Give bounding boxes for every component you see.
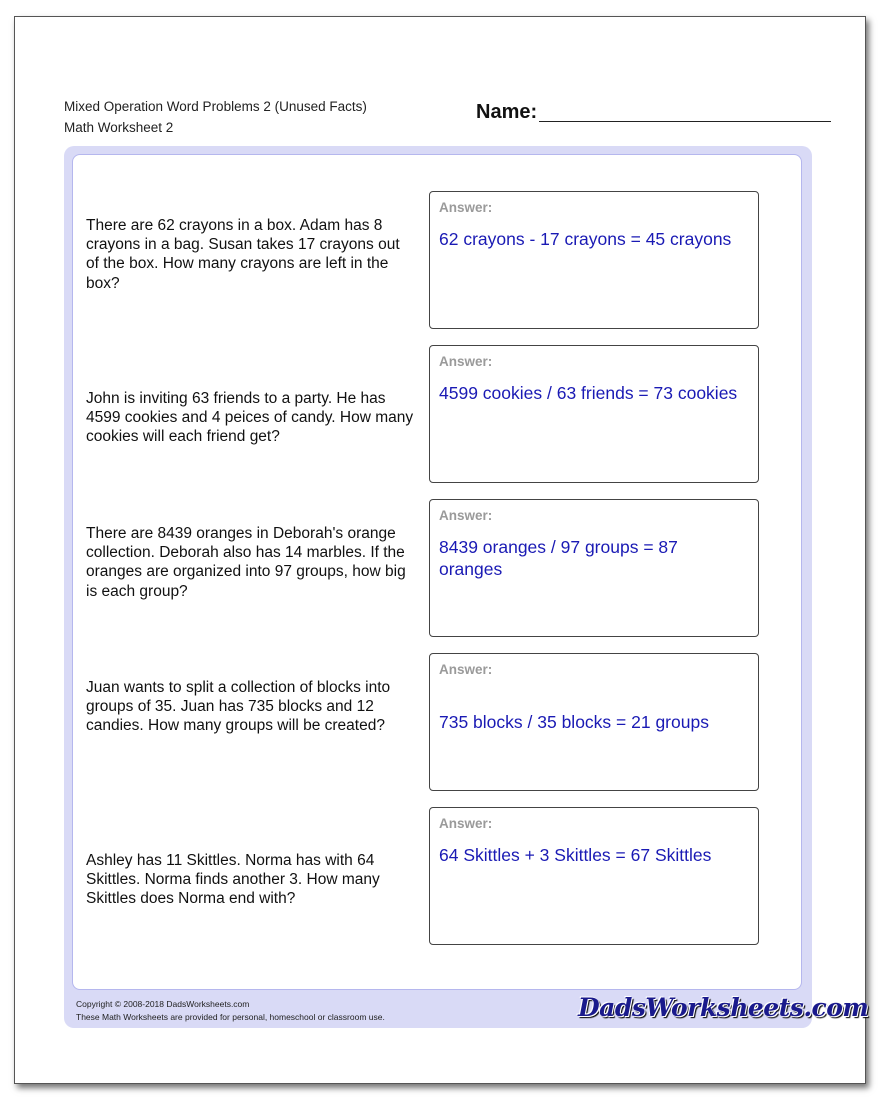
dadsworksheets-logo: DadsWorksheets.com xyxy=(578,993,869,1022)
answer-box-4 xyxy=(429,653,759,791)
usage-text: These Math Worksheets are provided for personal, homeschool or classroom use. xyxy=(76,1012,385,1022)
answer-text-4: 735 blocks / 35 blocks = 21 groups xyxy=(439,712,709,732)
footer-copyright xyxy=(76,998,385,1024)
answer-box-3 xyxy=(429,499,759,637)
answer-label: Answer: xyxy=(439,354,493,369)
answer-box-5 xyxy=(429,807,759,945)
answer-label: Answer: xyxy=(439,508,493,523)
answer-label: Answer: xyxy=(439,816,493,831)
answer-box-2 xyxy=(429,345,759,483)
name-label: Name: xyxy=(476,101,538,123)
name-field xyxy=(476,101,537,124)
problem-1-text: There are 62 crayons in a box. Adam has 8 crayons in a bag. Susan takes 17 crayons out of the box. How many crayons are left in the box? xyxy=(86,217,400,292)
answer-label: Answer: xyxy=(439,200,493,215)
problem-5-text: Ashley has 11 Skittles. Norma has with 64 Skittles. Norma finds another 3. How many Skittles does Norma end with? xyxy=(86,852,380,908)
answer-text-3: 8439 oranges / 97 groups = 87 oranges xyxy=(439,537,678,579)
answer-label: Answer: xyxy=(439,662,493,677)
worksheet-title: Mixed Operation Word Problems 2 (Unused Facts) xyxy=(64,99,367,114)
problem-4-text: Juan wants to split a collection of blocks into groups of 35. Juan has 735 blocks and 12 candies. How many groups will be created? xyxy=(86,679,391,735)
worksheet-header xyxy=(64,96,367,138)
answer-box-1 xyxy=(429,191,759,329)
problem-2-text: John is inviting 63 friends to a party. He has 4599 cookies and 4 peices of candy. How many cookies will each friend get? xyxy=(86,390,414,446)
answer-text-2: 4599 cookies / 63 friends = 73 cookies xyxy=(439,383,738,403)
answer-text-1: 62 crayons - 17 crayons = 45 crayons xyxy=(439,229,732,249)
problem-3-text: There are 8439 oranges in Deborah's orange collection. Deborah also has 14 marbles. If the oranges are organized into 97 groups, how big is each group? xyxy=(86,525,406,600)
worksheet-subtitle: Math Worksheet 2 xyxy=(64,120,174,135)
name-blank-line xyxy=(539,121,831,122)
answer-text-5: 64 Skittles + 3 Skittles = 67 Skittles xyxy=(439,845,712,865)
copyright-text: Copyright © 2008-2018 DadsWorksheets.com xyxy=(76,999,250,1009)
